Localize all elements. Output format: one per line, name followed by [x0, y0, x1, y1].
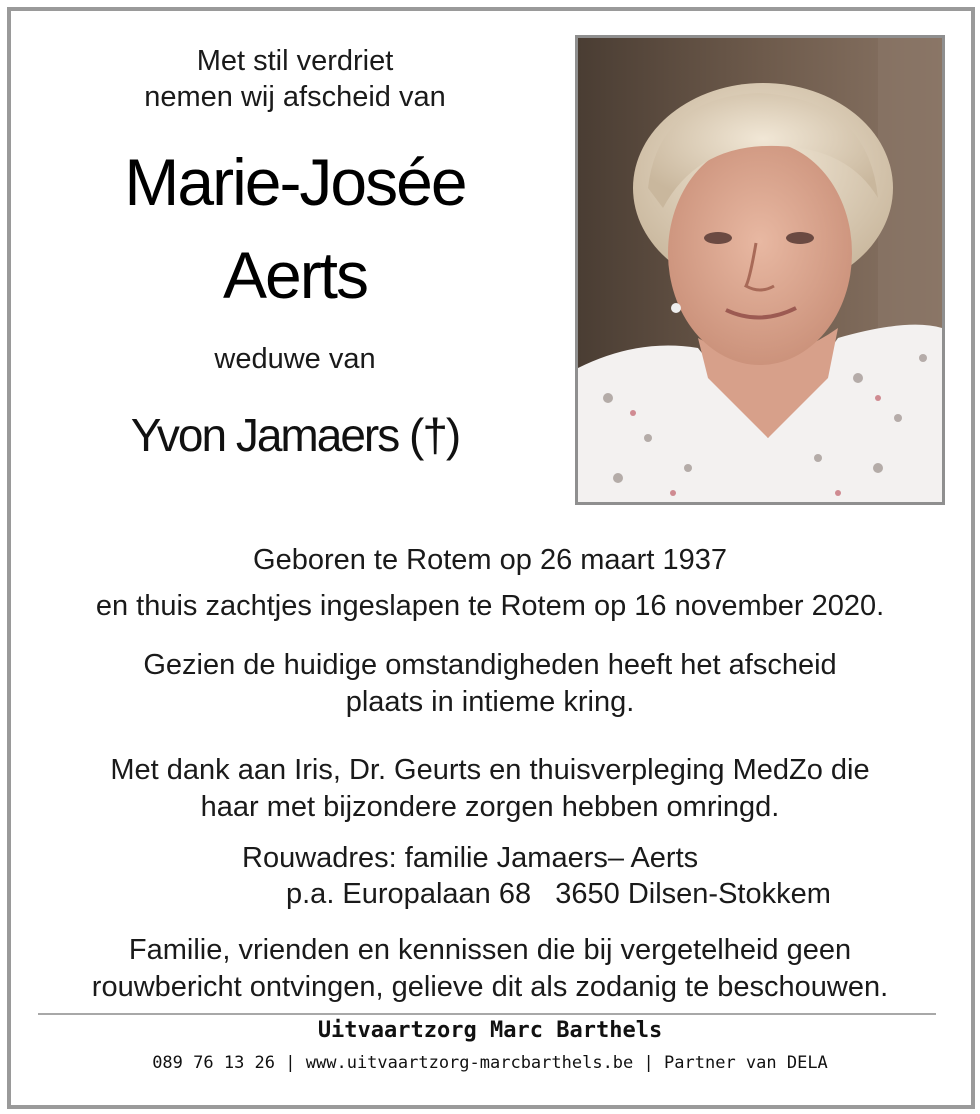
separator: |: [285, 1053, 296, 1073]
deceased-last-name: Aerts: [222, 238, 368, 312]
undertaker-name: Uitvaartzorg Marc Barthels: [317, 1018, 663, 1043]
intro-line-1: Met stil verdriet: [196, 45, 394, 77]
thanks-line-1: Met dank aan Iris, Dr. Geurts en thuisverpleging MedZo die: [110, 754, 870, 786]
footer-divider: [38, 1013, 936, 1015]
thanks-line-2: haar met bijzondere zorgen hebben omringd.: [200, 791, 780, 823]
death-line: en thuis zachtjes ingeslapen te Rotem op 16 november 2020.: [95, 590, 885, 622]
intro-line-2: nemen wij afscheid van: [144, 81, 446, 113]
website-link[interactable]: www.uitvaartzorg-marcbarthels.be: [305, 1053, 634, 1073]
address-line-2: p.a. Europalaan 68 3650 Dilsen-Stokkem: [286, 878, 831, 910]
phone-number: 089 76 13 26: [152, 1053, 276, 1073]
farewell-line-2: plaats in intieme kring.: [345, 686, 635, 718]
birth-line: Geboren te Rotem op 26 maart 1937: [253, 544, 727, 576]
notice-line-1: Familie, vrienden en kennissen die bij vergetelheid geen: [128, 934, 852, 966]
farewell-line-1: Gezien de huidige omstandigheden heeft het afscheid: [143, 649, 837, 681]
contact-line: [30, 1053, 950, 1073]
address-line-1: Rouwadres: familie Jamaers– Aerts: [242, 842, 699, 874]
notice-line-2: rouwbericht ontvingen, gelieve dit als zodanig te beschouwen.: [91, 971, 889, 1003]
partner-text: Partner van DELA: [664, 1053, 828, 1073]
deceased-first-name: Marie-Josée: [124, 145, 466, 219]
separator: |: [643, 1053, 654, 1073]
relation-text: weduwe van: [214, 343, 376, 375]
portrait-photo: [575, 35, 945, 505]
spouse-name: Yvon Jamaers (†): [130, 409, 460, 461]
